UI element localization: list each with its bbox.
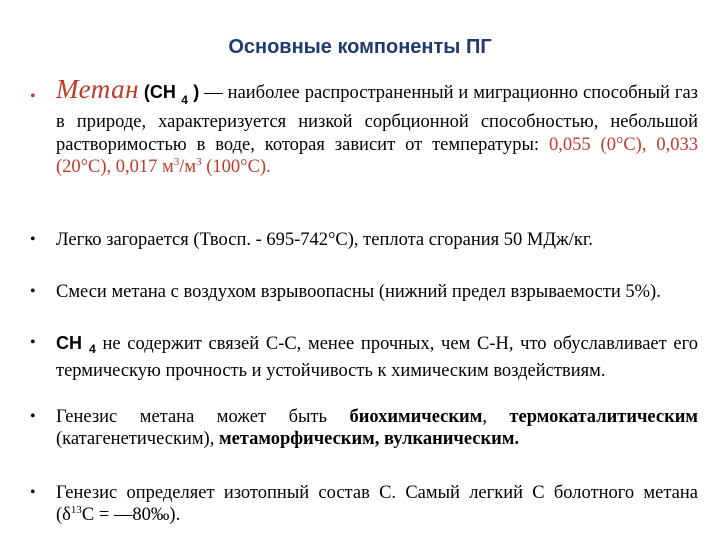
bullet-icon: • <box>30 88 36 105</box>
bullet-icon: • <box>30 408 36 425</box>
term-biochemical: биохимическим <box>349 407 483 427</box>
list-item-methane <box>56 74 699 179</box>
list-item-explosive: Смеси метана с воздухом взрывоопасны (нижний предел взрываемости 5%). <box>56 282 661 302</box>
list-item-bonds: CH $_4$ не содержит связей С-С, менее прочных, чем С-Н, что обуславливает его термическую прочность и устойчивость к химическим воздействиям. <box>56 333 698 382</box>
bullet-icon: • <box>30 283 36 300</box>
list-item-flammability: Легко загорается (Твосп. - 695-742°С), теплота сгорания 50 МДж/кг. <box>56 230 593 250</box>
list-item-isotope: Генезис определяет изотопный состав С. Самый легкий С болотного метана ($\delta^{13}С$ = —80‰). <box>56 483 698 526</box>
ch4-formula: CH $_4$ <box>56 333 96 356</box>
list-item-genesis: Генезис метана может быть биохимическим, термокаталитическим (катагенетическим), метаморфическим, вулканическим. <box>56 407 698 450</box>
methane-description: — наиболее распространенный и миграционно способный газ в природе, характеризуется низкой сорбционной способностью, небольшой растворимостью в воде, которая зависит от температуры: <box>56 83 698 155</box>
solubility-values: 0,055 (0°С), 0,033 (20°С), 0,017 $м^3/м^3$ (100°С). <box>56 134 699 178</box>
bullet-icon: • <box>30 231 36 248</box>
slide-title: Основные компоненты ПГ <box>228 36 492 58</box>
delta-symbol: δ <box>62 505 71 526</box>
methane-formula: (CH $_4$ ) <box>143 82 200 107</box>
methane-term: Метан <box>56 74 139 104</box>
bullet-icon: • <box>30 484 36 501</box>
term-metamorphic: метаморфическим, вулканическим. <box>218 429 520 450</box>
term-thermocatalytic: термокаталитическим <box>509 407 698 427</box>
bullet-icon: • <box>30 334 36 351</box>
